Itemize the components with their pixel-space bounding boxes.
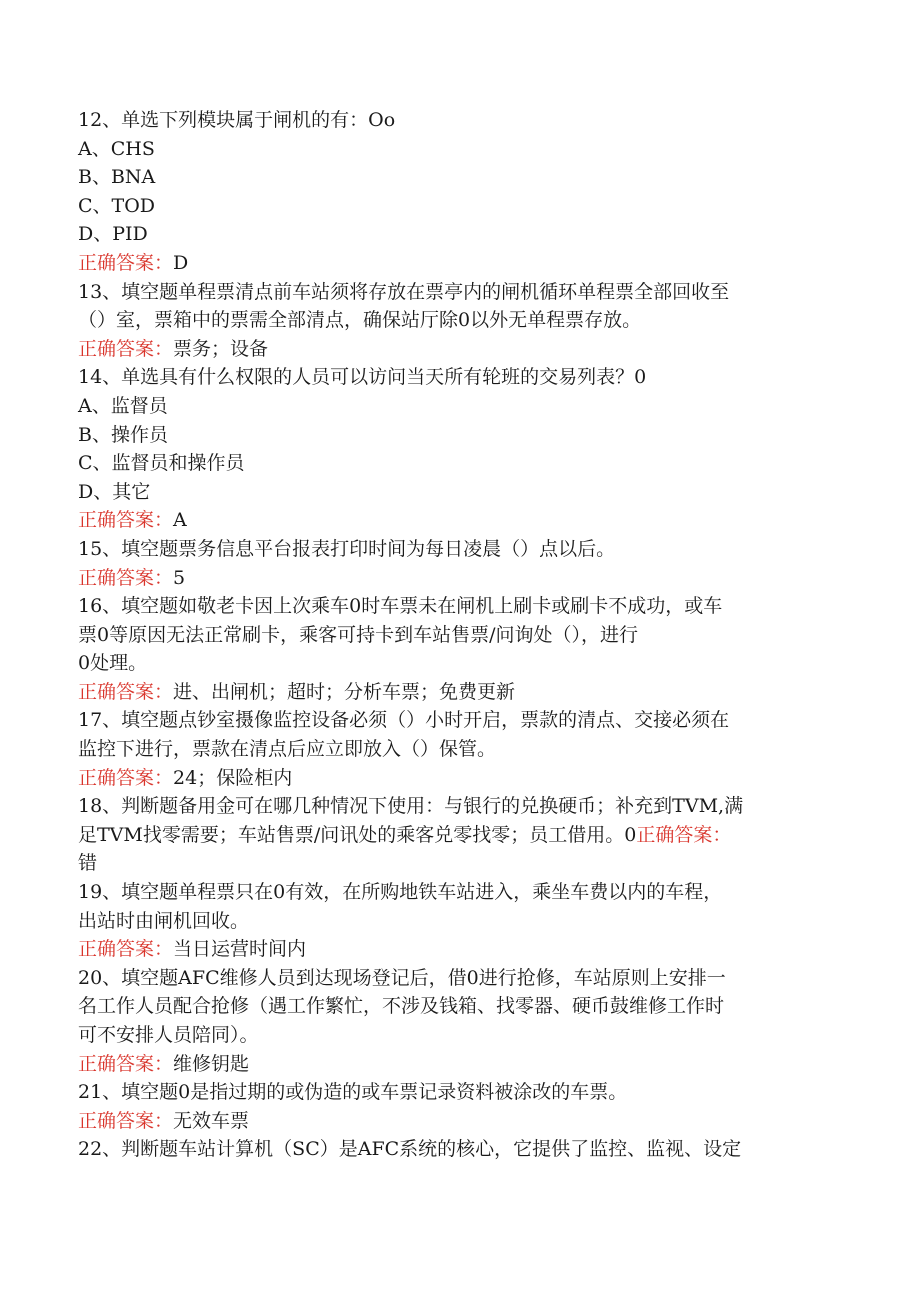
question-text: 13、填空题单程票清点前车站须将存放在票亭内的闸机循环单程票全部回收至	[78, 280, 730, 303]
answer-value: A	[173, 509, 187, 532]
question-20-cont	[78, 992, 830, 1021]
answer-label: 正确答案：	[78, 1109, 174, 1132]
answer-value: 无效车票	[173, 1109, 250, 1132]
question-13-cont	[78, 306, 830, 335]
answer-label: 正确答案：	[636, 823, 732, 846]
option-b	[78, 421, 830, 450]
option-text: A、监督员	[78, 394, 168, 417]
question-text: 监控下进行，票款在清点后应立即放入（）保管。	[78, 738, 497, 761]
option-text: C、TOD	[78, 194, 156, 217]
answer-19	[78, 935, 830, 964]
option-b	[78, 163, 830, 192]
question-16-cont	[78, 621, 830, 650]
answer-label: 正确答案：	[78, 251, 174, 274]
question-12	[78, 106, 830, 135]
question-text: 14、单选具有什么权限的人员可以访问当天所有轮班的交易列表？0	[78, 366, 647, 389]
answer-label: 正确答案：	[78, 680, 174, 703]
answer-21	[78, 1107, 830, 1136]
answer-value: 进、出闸机；超时；分析车票；免费更新	[173, 680, 516, 703]
option-text: B、操作员	[78, 423, 168, 446]
question-text: 15、填空题票务信息平台报表打印时间为每日凌晨（）点以后。	[78, 537, 616, 560]
answer-18	[78, 849, 830, 878]
question-text: 出站时由闸机回收。	[78, 909, 250, 932]
question-19-cont	[78, 907, 830, 936]
question-17	[78, 706, 830, 735]
question-18	[78, 792, 830, 821]
option-a	[78, 392, 830, 421]
option-a	[78, 135, 830, 164]
answer-label: 正确答案：	[78, 938, 174, 961]
question-18-cont	[78, 821, 830, 850]
question-text: 17、填空题点钞室摄像监控设备必须（）小时开启，票款的清点、交接必须在	[78, 709, 730, 732]
answer-value: D	[173, 251, 189, 274]
answer-13	[78, 335, 830, 364]
question-text: 票0等原因无法正常刷卡，乘客可持卡到车站售票/问询处（），进行	[78, 623, 638, 646]
question-13	[78, 278, 830, 307]
question-text: 20、填空题AFC维修人员到达现场登记后，借0进行抢修，车站原则上安排一	[78, 966, 726, 989]
question-17-cont	[78, 735, 830, 764]
option-text: A、CHS	[78, 137, 155, 160]
question-text: 16、填空题如敬老卡因上次乘车0时车票未在闸机上刷卡或刷卡不成功，或车	[78, 595, 723, 618]
option-c	[78, 192, 830, 221]
question-21	[78, 1078, 830, 1107]
option-text: D、PID	[78, 223, 148, 246]
question-text: 21、填空题0是指过期的或伪造的或车票记录资料被涂改的车票。	[78, 1081, 628, 1104]
answer-value: 票务；设备	[173, 337, 269, 360]
question-15	[78, 535, 830, 564]
question-text: 可不安排人员陪同）。	[78, 1024, 259, 1046]
answer-label: 正确答案：	[78, 566, 174, 589]
option-text: C、监督员和操作员	[78, 452, 245, 475]
question-20-cont	[78, 1021, 830, 1050]
question-20	[78, 964, 830, 993]
option-text: B、BNA	[78, 166, 156, 189]
question-text: 足TVM找零需要；车站售票/问讯处的乘客兑零找零；员工借用。0	[78, 823, 637, 846]
question-text: 19、填空题单程票只在0有效，在所购地铁车站进入，乘坐车费以内的车程，	[78, 881, 723, 904]
answer-20	[78, 1050, 830, 1079]
answer-17	[78, 764, 830, 793]
answer-label: 正确答案：	[78, 1052, 174, 1075]
question-16-cont	[78, 649, 830, 678]
question-text: 0处理。	[78, 652, 148, 675]
answer-16	[78, 678, 830, 707]
option-d	[78, 478, 830, 507]
answer-15	[78, 564, 830, 593]
answer-value: 维修钥匙	[173, 1052, 250, 1075]
question-text: 名工作人员配合抢修（遇工作繁忙，不涉及钱箱、找零器、硬币鼓维修工作时	[78, 995, 725, 1018]
question-19	[78, 878, 830, 907]
question-22	[78, 1135, 830, 1164]
answer-value: 5	[173, 566, 186, 589]
option-c	[78, 449, 830, 478]
document-body	[78, 106, 830, 1164]
answer-label: 正确答案：	[78, 509, 174, 532]
answer-value: 24；保险柜内	[173, 766, 293, 789]
question-16	[78, 592, 830, 621]
answer-value: 当日运营时间内	[173, 938, 307, 961]
answer-label: 正确答案：	[78, 766, 174, 789]
answer-14	[78, 506, 830, 535]
option-d	[78, 220, 830, 249]
question-text: 22、判断题车站计算机（SC）是AFC系统的核心，它提供了监控、监视、设定	[78, 1138, 742, 1161]
answer-label: 正确答案：	[78, 337, 174, 360]
answer-12	[78, 249, 830, 278]
question-text: 12、单选下列模块属于闸机的有：Oo	[78, 109, 396, 131]
question-text: （）室，票箱中的票需全部清点，确保站厅除0以外无单程票存放。	[78, 309, 642, 332]
option-text: D、其它	[78, 480, 151, 503]
question-text: 18、判断题备用金可在哪几种情况下使用：与银行的兑换硬币；补充到TVM,满	[78, 795, 744, 818]
question-14	[78, 363, 830, 392]
answer-value: 错	[78, 852, 98, 875]
